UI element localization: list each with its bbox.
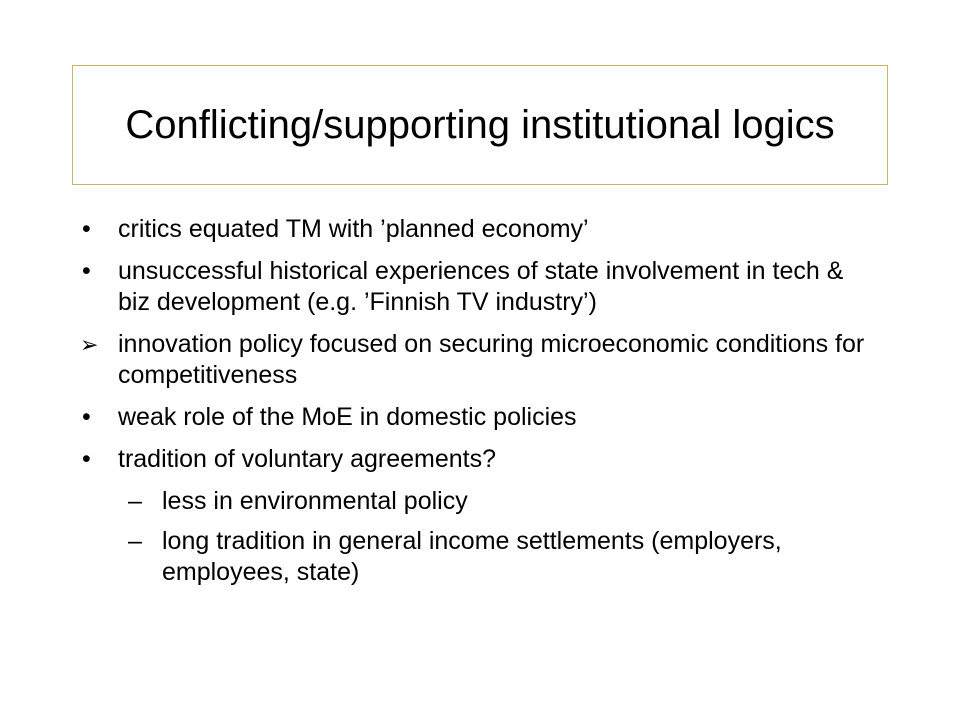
bullet-marker: • xyxy=(82,403,91,431)
slide-title: Conflicting/supporting institutional logics xyxy=(125,102,835,147)
sub-bullet-text: less in environmental policy xyxy=(162,487,468,515)
bullet-item xyxy=(78,256,878,318)
bullet-marker: • xyxy=(82,257,91,285)
sub-bullet-item xyxy=(78,486,878,517)
arrow-bullet-icon: ➢ xyxy=(80,332,99,357)
bullet-text: innovation policy focused on securing microeconomic conditions for competitiveness xyxy=(118,330,865,389)
bullet-item xyxy=(78,329,878,391)
sub-bullet-text: long tradition in general income settlements (employers, employees, state) xyxy=(162,527,782,586)
bullet-marker: • xyxy=(82,215,91,243)
bullet-text: tradition of voluntary agreements? xyxy=(118,445,496,473)
dash-marker: – xyxy=(128,487,142,515)
bullet-text: weak role of the MoE in domestic policies xyxy=(118,403,577,431)
bullet-text: unsuccessful historical experiences of state involvement in tech & biz development (e.g. ’Finnish TV industry’) xyxy=(118,257,844,316)
bullet-item xyxy=(78,402,878,433)
title-box xyxy=(72,65,888,185)
bullet-list xyxy=(78,214,878,597)
bullet-text: critics equated TM with ’planned economy’ xyxy=(118,215,589,243)
bullet-item xyxy=(78,444,878,475)
dash-marker: – xyxy=(128,527,142,555)
bullet-item xyxy=(78,214,878,245)
sub-bullet-item xyxy=(78,526,878,588)
bullet-marker: • xyxy=(82,445,91,473)
